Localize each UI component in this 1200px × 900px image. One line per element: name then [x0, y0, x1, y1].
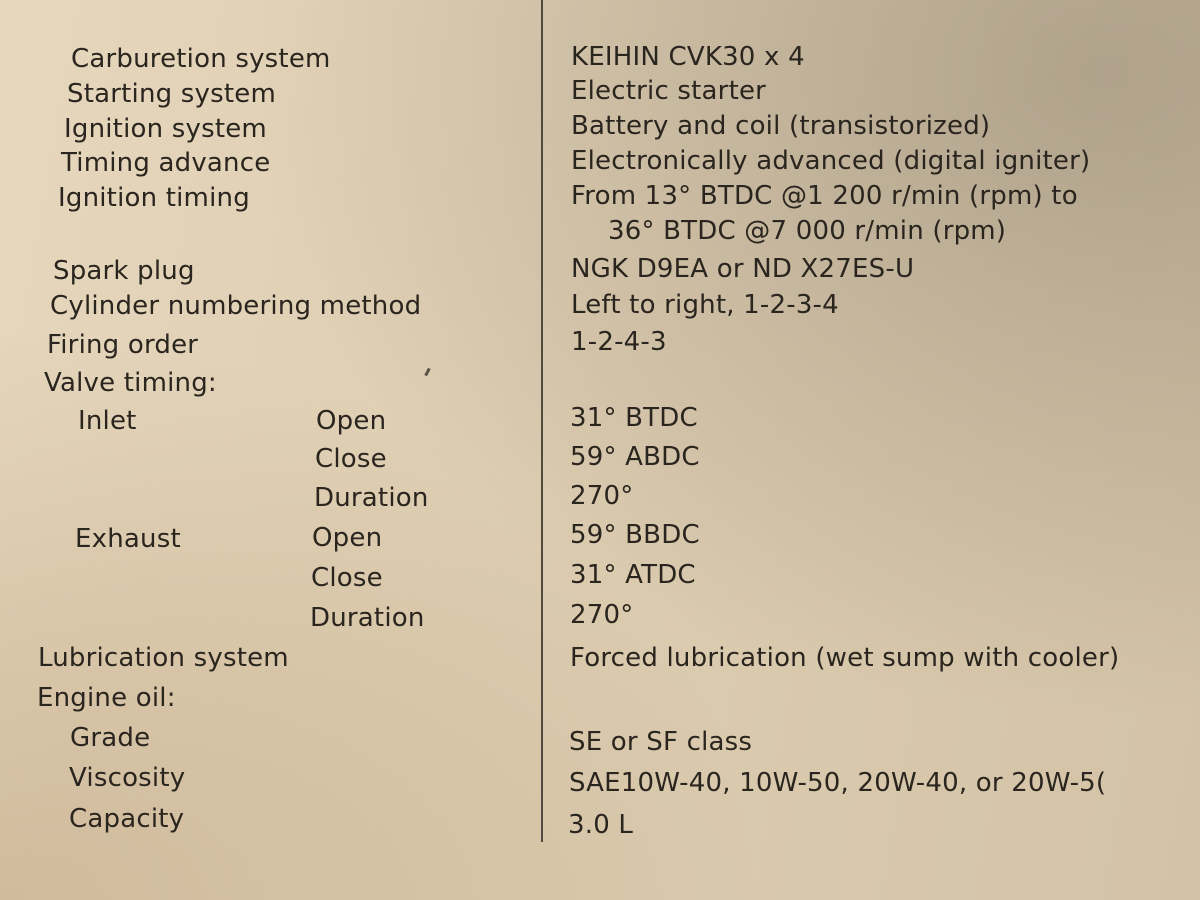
ignition-label: Ignition system: [64, 114, 267, 144]
starting-value: Electric starter: [571, 76, 767, 106]
exhaust-close-value: 31° ATDC: [570, 560, 696, 590]
exhaust-open-label: Open: [312, 523, 383, 553]
viscosity-value: SAE10W-40, 10W-50, 20W-40, or 20W-5(: [569, 768, 1107, 798]
timing-advance-label: Timing advance: [61, 148, 271, 178]
lubrication-value: Forced lubrication (wet sump with cooler): [570, 643, 1120, 673]
capacity-label: Capacity: [69, 804, 185, 834]
valve-timing-label: Valve timing:: [44, 368, 217, 398]
firing-order-label: Firing order: [47, 330, 199, 360]
ignition-timing-value-line-2: 36° BTDC @7 000 r/min (rpm): [608, 216, 1007, 246]
grade-label: Grade: [70, 723, 151, 753]
carburetion-value: KEIHIN CVK30 x 4: [571, 42, 805, 72]
ignition-timing-value-line-1: From 13° BTDC @1 200 r/min (rpm) to: [571, 181, 1078, 211]
ink-mark: [424, 368, 430, 376]
starting-label: Starting system: [67, 79, 276, 109]
ignition-timing-label: Ignition timing: [58, 183, 250, 213]
cylinder-numbering-value: Left to right, 1-2-3-4: [571, 290, 839, 320]
viscosity-label: Viscosity: [69, 763, 186, 793]
engine-oil-label: Engine oil:: [37, 683, 176, 713]
spark-plug-value: NGK D9EA or ND X27ES-U: [571, 254, 915, 284]
exhaust-label: Exhaust: [75, 524, 181, 554]
spark-plug-label: Spark plug: [53, 256, 195, 286]
exhaust-duration-label: Duration: [310, 603, 425, 633]
grade-value: SE or SF class: [569, 727, 753, 757]
inlet-open-label: Open: [316, 406, 387, 436]
exhaust-close-label: Close: [311, 563, 383, 593]
inlet-open-value: 31° BTDC: [570, 403, 698, 433]
inlet-close-label: Close: [315, 444, 387, 474]
firing-order-value: 1-2-4-3: [571, 327, 667, 357]
lubrication-label: Lubrication system: [38, 643, 289, 673]
capacity-value: 3.0 L: [568, 810, 634, 840]
exhaust-duration-value: 270°: [570, 600, 634, 630]
column-divider: [541, 0, 543, 842]
ignition-value: Battery and coil (transistorized): [571, 111, 991, 141]
inlet-duration-value: 270°: [570, 481, 634, 511]
inlet-label: Inlet: [78, 406, 137, 436]
inlet-duration-label: Duration: [314, 483, 429, 513]
timing-advance-value: Electronically advanced (digital igniter): [571, 146, 1091, 176]
exhaust-open-value: 59° BBDC: [570, 520, 700, 550]
inlet-close-value: 59° ABDC: [570, 442, 700, 472]
carburetion-label: Carburetion system: [71, 44, 331, 74]
cylinder-numbering-label: Cylinder numbering method: [50, 291, 422, 321]
